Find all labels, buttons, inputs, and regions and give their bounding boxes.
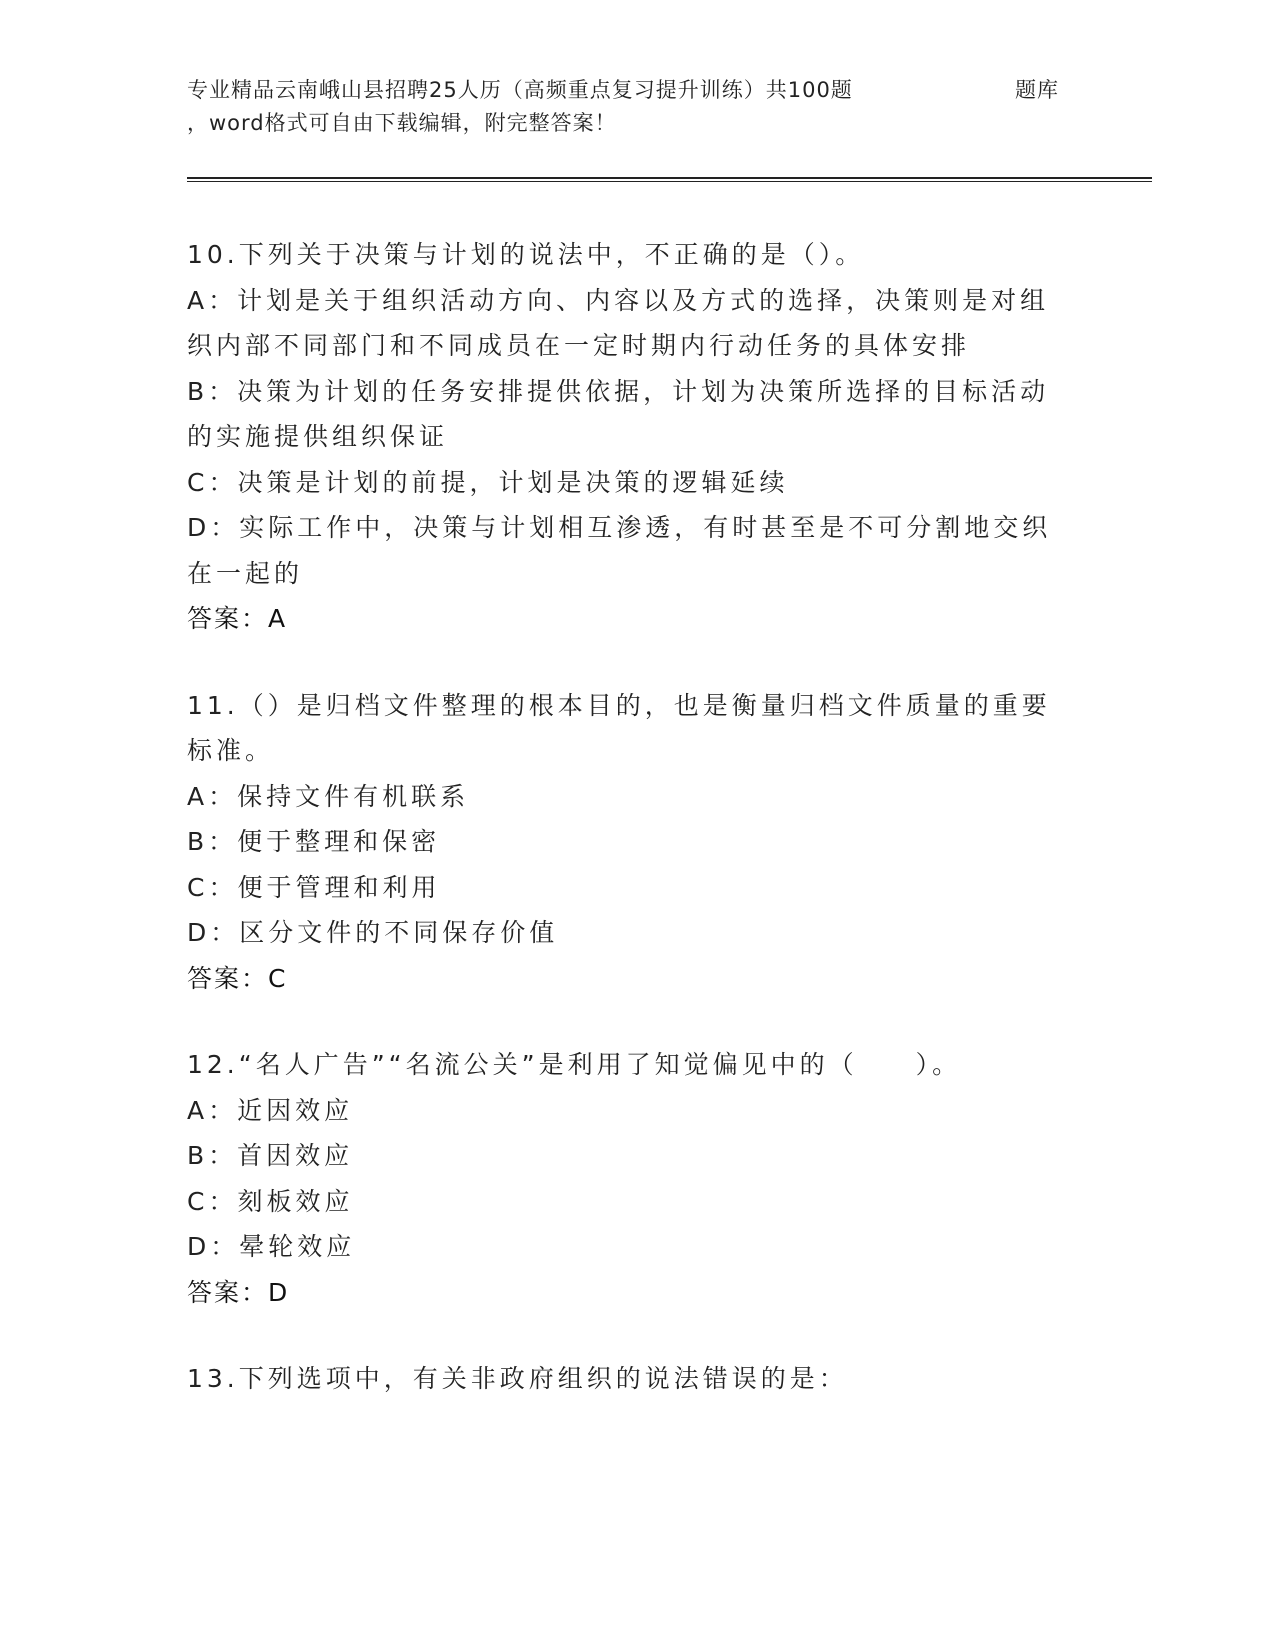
header-tag: 题库: [1015, 78, 1059, 102]
header-title: 专业精品云南峨山县招聘25人历（高频重点复习提升训练）共100题: [187, 78, 853, 102]
option-c: C：刻板效应: [187, 1186, 354, 1216]
question-12: [187, 1042, 1077, 1315]
header-title-row: [187, 74, 1087, 107]
option-a: A：近因效应: [187, 1095, 354, 1125]
option-a: A：计划是关于组织活动方向、内容以及方式的选择，决策则是对组织内部不同部门和不同成员在一定时期内行动任务的具体安排: [187, 285, 1050, 360]
answer: 答案：C: [187, 963, 288, 993]
header-divider-thin: [187, 181, 1152, 182]
answer: 答案：D: [187, 1277, 290, 1307]
question-stem: 13.下列选项中，有关非政府组织的说法错误的是：: [187, 1364, 848, 1393]
question-stem: 10.下列关于决策与计划的说法中，不正确的是（）。: [187, 240, 865, 269]
answer: 答案：A: [187, 604, 288, 633]
option-a: A：保持文件有机联系: [187, 781, 470, 811]
option-d: D：晕轮效应: [187, 1232, 356, 1261]
option-b: B：决策为计划的任务安排提供依据，计划为决策所选择的目标活动的实施提供组织保证: [187, 376, 1050, 451]
question-list: [187, 232, 1077, 1443]
question-13: [187, 1356, 1077, 1402]
question-11: [187, 683, 1077, 1002]
option-b: B：首因效应: [187, 1141, 354, 1170]
header-subtitle: ，word格式可自由下载编辑，附完整答案！: [187, 111, 617, 135]
option-d: D：区分文件的不同保存价值: [187, 918, 559, 947]
question-stem: 11.（）是归档文件整理的根本目的，也是衡量归档文件质量的重要标准。: [187, 690, 1051, 765]
question-stem: 12.“名人广告”“名流公关”是利用了知觉偏见中的（ ）。: [187, 1050, 962, 1079]
option-c: C：决策是计划的前提，计划是决策的逻辑延续: [187, 467, 789, 497]
document-header: [187, 74, 1087, 140]
question-10: [187, 232, 1077, 642]
header-divider: [187, 177, 1152, 179]
option-b: B：便于整理和保密: [187, 827, 441, 856]
option-d: D：实际工作中，决策与计划相互渗透，有时甚至是不可分割地交织在一起的: [187, 513, 1052, 588]
option-c: C：便于管理和利用: [187, 872, 441, 902]
